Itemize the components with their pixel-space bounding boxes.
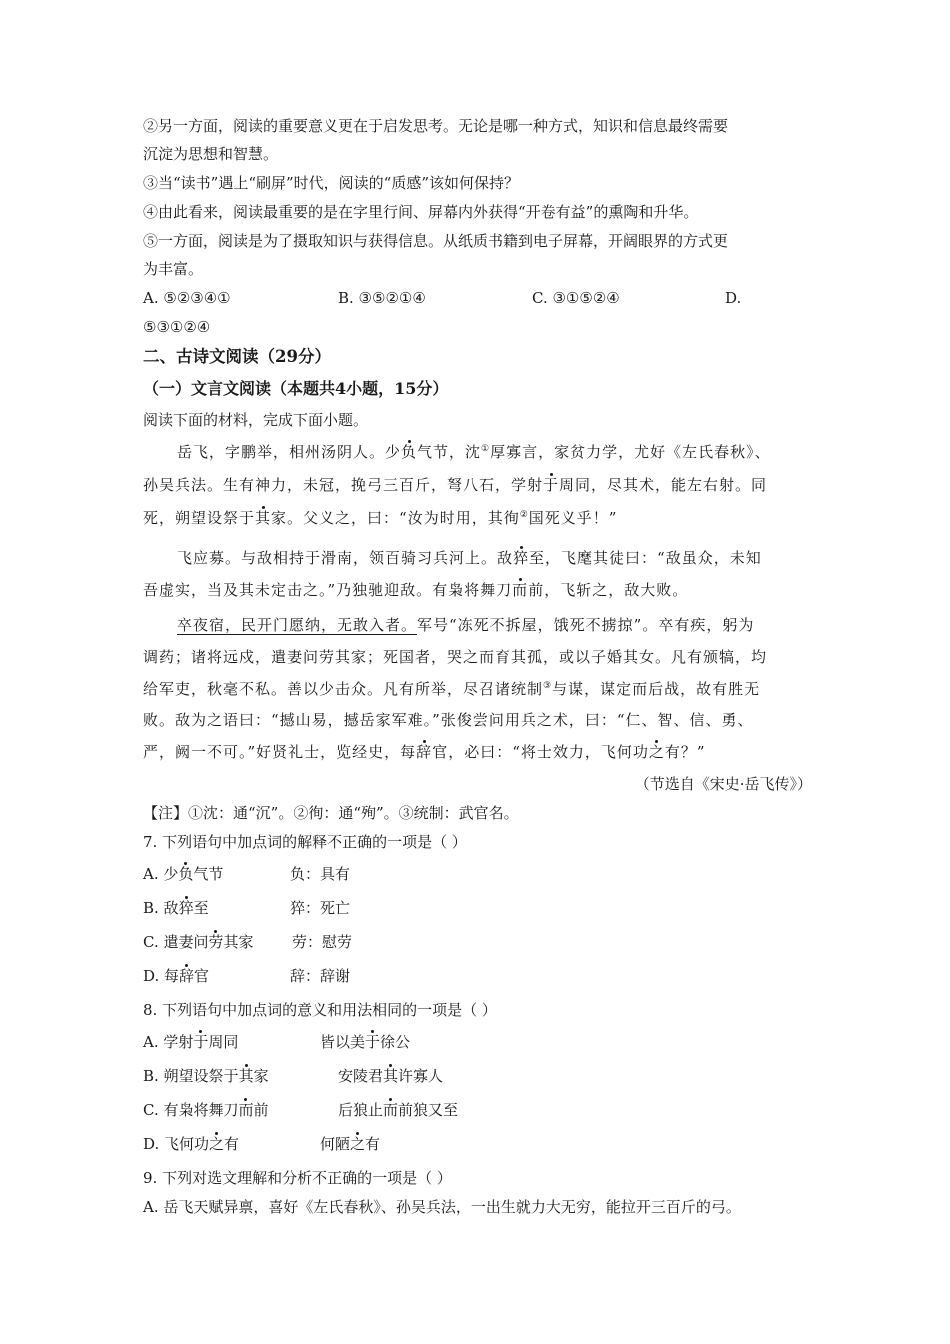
- sentence-4: ④由此看来，阅读最重要的是在字里行间、屏幕内外获得“开卷有益”的熏陶和升华。: [143, 203, 699, 221]
- dotted-word: 辞: [179, 967, 195, 985]
- text: 许寡人: [398, 1067, 444, 1085]
- dotted-word: 其: [238, 1067, 254, 1085]
- dotted-word: 负: [401, 443, 418, 461]
- sentence-3: ③当“读书”遇上“刷屏”时代，阅读的“质感”该如何保持？: [143, 174, 520, 192]
- section-title: 二、古诗文阅读（29分）: [143, 347, 331, 366]
- text: 孙吴兵法。生有神力，未冠，挽弓三百斤，弩八石，学射: [143, 476, 544, 494]
- footnote-marker: ①: [481, 444, 491, 454]
- text: 气节: [193, 865, 224, 883]
- text: 家: [253, 1067, 269, 1085]
- dotted-word: 之: [350, 1135, 366, 1153]
- passage-p2-line-2: [143, 580, 688, 600]
- dotted-word: 之: [648, 743, 665, 761]
- dotted-word: 猝: [513, 549, 530, 567]
- dotted-word: 负: [178, 865, 194, 883]
- q6-option-d-continued: ⑤③①②④: [143, 318, 211, 336]
- text: 国死义乎！”: [528, 509, 618, 527]
- q8-option-b: [143, 1066, 269, 1086]
- q8-option-d: [143, 1134, 239, 1154]
- text: 岳飞，字鹏举，相州汤阴人。少: [177, 443, 402, 461]
- passage-p3-line-5: [143, 742, 706, 762]
- q7-option-c: [143, 932, 254, 952]
- text: 与谋，谋定而后战，故有胜无: [552, 680, 761, 698]
- q8-option-a: [143, 1032, 238, 1052]
- q7-option-d: [143, 966, 209, 986]
- text: A. 少: [143, 865, 179, 883]
- dotted-word: 辞: [416, 743, 433, 761]
- footnote-marker: ③: [543, 681, 553, 691]
- sentence-2-line-1: ②另一方面，阅读的重要意义更在于启发思考。无论是哪一种方式，知识和信息最终需要: [143, 117, 729, 135]
- text: 至: [193, 899, 209, 917]
- passage-note: 【注】①沈：通“沉”。②徇：通“殉”。③统制：武官名。: [143, 804, 519, 822]
- text: 给军吏，秋毫不私。善以少击众。凡有所举，尽召诸统制: [143, 680, 544, 698]
- text: 安陵君: [338, 1067, 384, 1085]
- q7-stem: 7. 下列语句中加点词的解释不正确的一项是（ ）: [143, 833, 467, 851]
- passage-p3-line-3: [143, 679, 760, 699]
- text: 周同，尽其术，能左右射。同: [559, 476, 768, 494]
- passage-p2-line-1: [177, 548, 762, 568]
- text: 军号“冻死不拆屋，饿死不掳掠”。卒有疾，躬为: [417, 616, 755, 634]
- dotted-word: 于: [193, 1033, 209, 1051]
- text: B. 朔望设祭于: [143, 1067, 239, 1085]
- q8-stem: 8. 下列语句中加点词的意义和用法相同的一项是（ ）: [143, 1001, 497, 1019]
- text: C. 有枭将舞刀: [143, 1101, 239, 1119]
- text: 前: [253, 1101, 269, 1119]
- q8-option-c: [143, 1100, 269, 1120]
- passage-p1-line-2: [143, 475, 767, 495]
- text: B. 敌: [143, 899, 179, 917]
- q8-option-a-compare: [320, 1032, 410, 1052]
- text: 何陋: [320, 1135, 351, 1153]
- sentence-2-line-2: 沉淀为思想和智慧。: [143, 145, 279, 163]
- dotted-word: 劳: [208, 933, 224, 951]
- dotted-word: 于: [365, 1033, 381, 1051]
- text: 吾虚实，当及其未定击之。”乃独驰迎敌。有枭将舞刀: [143, 581, 513, 599]
- subsection-title: （一）文言文阅读（本题共4小题，15分）: [143, 379, 449, 398]
- text: 家。父义之，曰：“汝为时用，其徇: [271, 509, 520, 527]
- text: 气节，沈: [417, 443, 482, 461]
- dotted-word: 猝: [178, 899, 194, 917]
- text: 后狼止: [338, 1101, 384, 1119]
- text: C. 遣妻问: [143, 933, 209, 951]
- q9-stem: 9. 下列对选文理解和分析不正确的一项是（ ）: [143, 1169, 452, 1187]
- footnote-marker: ②: [519, 510, 529, 520]
- passage-p1-line-1: [177, 442, 771, 462]
- dotted-word: 而: [383, 1101, 399, 1119]
- passage-p3-line-2: 调药；诸将远戍，遣妻问劳其家；死国者，哭之而育其孤，或以子婚其女。凡有颁犒，均: [143, 648, 768, 666]
- text: 前狼又至: [398, 1101, 459, 1119]
- q7-option-c-explanation: 劳：慰劳: [292, 933, 353, 951]
- dotted-word: 之: [209, 1135, 225, 1153]
- sentence-5-line-1: ⑤一方面，阅读是为了摄取知识与获得信息。从纸质书籍到电子屏幕，开阔眼界的方式更: [143, 232, 729, 250]
- q7-option-a-explanation: 负：具有: [290, 865, 351, 883]
- text: 有: [224, 1135, 240, 1153]
- dotted-word: 而: [238, 1101, 254, 1119]
- q8-option-b-compare: [338, 1066, 443, 1086]
- q7-option-b: [143, 898, 209, 918]
- passage-p3-line-1: [177, 615, 754, 635]
- q9-option-a: A. 岳飞天赋异禀，喜好《左氏春秋》、孙吴兵法，一出生就力大无穷，能拉开三百斤的弓。: [143, 1198, 741, 1216]
- dotted-word: 其: [383, 1067, 399, 1085]
- passage-p3-line-4: 败。敌为之语曰：“撼山易，撼岳家军难。”张俊尝问用兵之术，曰：“仁、智、信、勇、: [143, 711, 754, 729]
- underlined-sentence: 卒夜宿，民开门愿纳，无敢入者。: [177, 616, 418, 634]
- text: A. 学射: [143, 1033, 194, 1051]
- text: D. 每: [143, 967, 180, 985]
- q6-option-a: A. ⑤②③④①: [143, 289, 231, 307]
- text: 严，阙一不可。”好贤礼士，览经史，每: [143, 743, 417, 761]
- text: 前，飞斩之，敌大败。: [528, 581, 689, 599]
- passage-p1-line-3: [143, 508, 617, 528]
- sentence-5-line-2: 为丰富。: [143, 260, 204, 278]
- q7-option-b-explanation: 猝：死亡: [290, 899, 351, 917]
- q6-option-c: C. ③①⑤②④: [532, 289, 620, 307]
- text: 其家: [223, 933, 254, 951]
- dotted-word: 而: [512, 581, 529, 599]
- text: 有？”: [664, 743, 706, 761]
- q6-option-d: D.: [725, 289, 742, 307]
- q8-option-d-compare: [320, 1134, 380, 1154]
- text: D. 飞何功: [143, 1135, 210, 1153]
- text: 厚寡言，家贫力学，尤好《左氏春秋》、: [490, 443, 771, 461]
- text: 皆以美: [320, 1033, 366, 1051]
- text: 死，朔望设祭于: [143, 509, 256, 527]
- q8-option-c-compare: [338, 1100, 458, 1120]
- text: 周同: [208, 1033, 239, 1051]
- text: 徐公: [380, 1033, 411, 1051]
- dotted-word: 其: [255, 509, 272, 527]
- reading-instruction: 阅读下面的材料，完成下面小题。: [143, 411, 369, 429]
- q7-option-a: [143, 864, 223, 884]
- q6-option-b: B. ③⑤②①④: [338, 289, 426, 307]
- text: 有: [365, 1135, 381, 1153]
- passage-source: （节选自《宋史·岳飞传》）: [634, 775, 812, 793]
- dotted-word: 于: [543, 476, 560, 494]
- q7-option-d-explanation: 辞：辞谢: [290, 967, 351, 985]
- text: 至，飞麾其徒曰：“敌虽众，未知: [529, 549, 762, 567]
- text: 官: [194, 967, 210, 985]
- text: 官，必曰：“将士效力，飞何功: [432, 743, 649, 761]
- text: 飞应募。与敌相持于滑南，领百骑习兵河上。敌: [177, 549, 514, 567]
